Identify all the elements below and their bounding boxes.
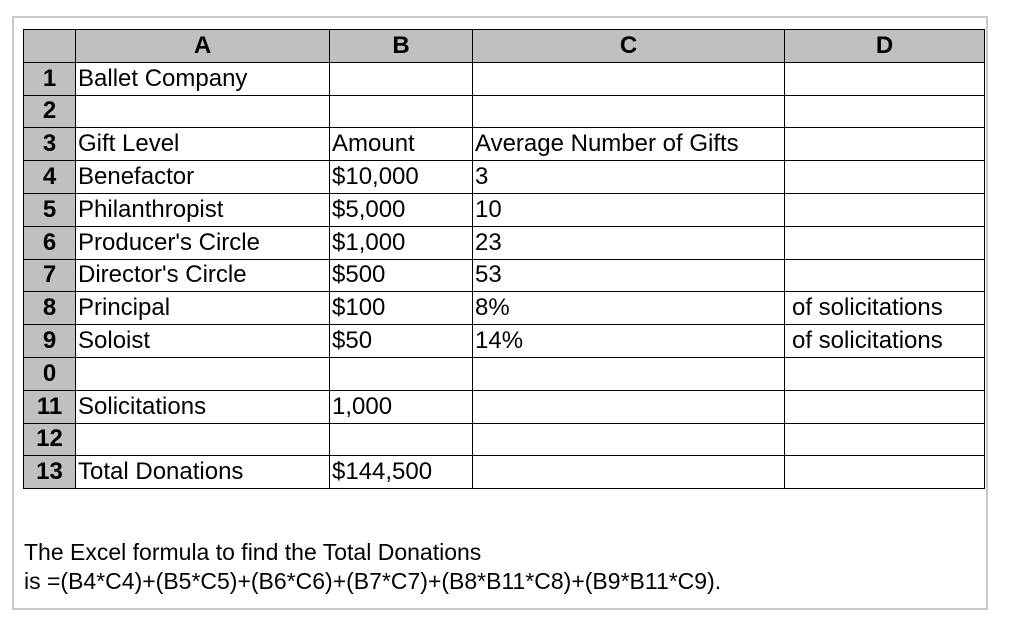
cell-d: of solicitations xyxy=(785,292,985,325)
cell-b: $10,000 xyxy=(330,161,473,194)
table-row xyxy=(24,357,985,390)
cell-d xyxy=(785,423,985,456)
column-header-b: B xyxy=(330,30,473,63)
table-row xyxy=(24,161,985,194)
cell-c xyxy=(473,95,785,128)
cell-b: Amount xyxy=(330,128,473,161)
column-header-a: A xyxy=(76,30,330,63)
table-row xyxy=(24,390,985,423)
cell-a xyxy=(76,423,330,456)
cell-b xyxy=(330,62,473,95)
cell-c: 8% xyxy=(473,292,785,325)
row-header: 6 xyxy=(24,226,76,259)
cell-a: Producer's Circle xyxy=(76,226,330,259)
cell-c: 14% xyxy=(473,325,785,358)
cell-c xyxy=(473,62,785,95)
table-row xyxy=(24,423,985,456)
table-row xyxy=(24,325,985,358)
cell-a: Philanthropist xyxy=(76,193,330,226)
cell-a: Principal xyxy=(76,292,330,325)
cell-b xyxy=(330,357,473,390)
table-row xyxy=(24,62,985,95)
cell-b: $144,500 xyxy=(330,456,473,489)
column-header-d: D xyxy=(785,30,985,63)
cell-c xyxy=(473,390,785,423)
table-row xyxy=(24,456,985,489)
cell-d xyxy=(785,128,985,161)
cell-a: Total Donations xyxy=(76,456,330,489)
row-header: 4 xyxy=(24,161,76,194)
cell-b xyxy=(330,423,473,456)
cell-b: $50 xyxy=(330,325,473,358)
table-row xyxy=(24,259,985,292)
cell-a: Benefactor xyxy=(76,161,330,194)
cell-a xyxy=(76,357,330,390)
formula-note-line-1: The Excel formula to find the Total Donations xyxy=(24,539,482,565)
formula-note xyxy=(24,538,721,596)
row-header: 1 xyxy=(24,62,76,95)
cell-c: Average Number of Gifts xyxy=(473,128,785,161)
row-header: 0 xyxy=(24,357,76,390)
spreadsheet xyxy=(23,29,985,489)
cell-b xyxy=(330,95,473,128)
cell-d xyxy=(785,357,985,390)
cell-a: Ballet Company xyxy=(76,62,330,95)
cell-b: $1,000 xyxy=(330,226,473,259)
cell-b: $100 xyxy=(330,292,473,325)
cell-b: 1,000 xyxy=(330,390,473,423)
cell-d xyxy=(785,95,985,128)
row-header: 9 xyxy=(24,325,76,358)
cell-a: Director's Circle xyxy=(76,259,330,292)
column-header-c: C xyxy=(473,30,785,63)
table-row xyxy=(24,193,985,226)
cell-d xyxy=(785,456,985,489)
cell-d xyxy=(785,259,985,292)
row-header: 8 xyxy=(24,292,76,325)
corner-cell xyxy=(24,30,76,63)
cell-a: Soloist xyxy=(76,325,330,358)
cell-a xyxy=(76,95,330,128)
row-header: 11 xyxy=(24,390,76,423)
cell-b: $500 xyxy=(330,259,473,292)
row-header: 13 xyxy=(24,456,76,489)
cell-d: of solicitations xyxy=(785,325,985,358)
cell-d xyxy=(785,193,985,226)
cell-c: 10 xyxy=(473,193,785,226)
row-header: 5 xyxy=(24,193,76,226)
cell-c: 23 xyxy=(473,226,785,259)
table-row xyxy=(24,292,985,325)
row-header: 2 xyxy=(24,95,76,128)
cell-c: 3 xyxy=(473,161,785,194)
cell-d xyxy=(785,226,985,259)
cell-d xyxy=(785,390,985,423)
cell-b: $5,000 xyxy=(330,193,473,226)
cell-c xyxy=(473,357,785,390)
row-header: 7 xyxy=(24,259,76,292)
row-header: 12 xyxy=(24,423,76,456)
table-row xyxy=(24,128,985,161)
cell-a: Gift Level xyxy=(76,128,330,161)
row-header: 3 xyxy=(24,128,76,161)
cell-c xyxy=(473,423,785,456)
cell-d xyxy=(785,161,985,194)
cell-a: Solicitations xyxy=(76,390,330,423)
cell-c xyxy=(473,456,785,489)
cell-c: 53 xyxy=(473,259,785,292)
column-header-row xyxy=(24,30,985,63)
formula-note-line-2: is =(B4*C4)+(B5*C5)+(B6*C6)+(B7*C7)+(B8*B11*C8)+(B9*B11*C9). xyxy=(24,568,722,594)
cell-d xyxy=(785,62,985,95)
table-row xyxy=(24,226,985,259)
table-row xyxy=(24,95,985,128)
